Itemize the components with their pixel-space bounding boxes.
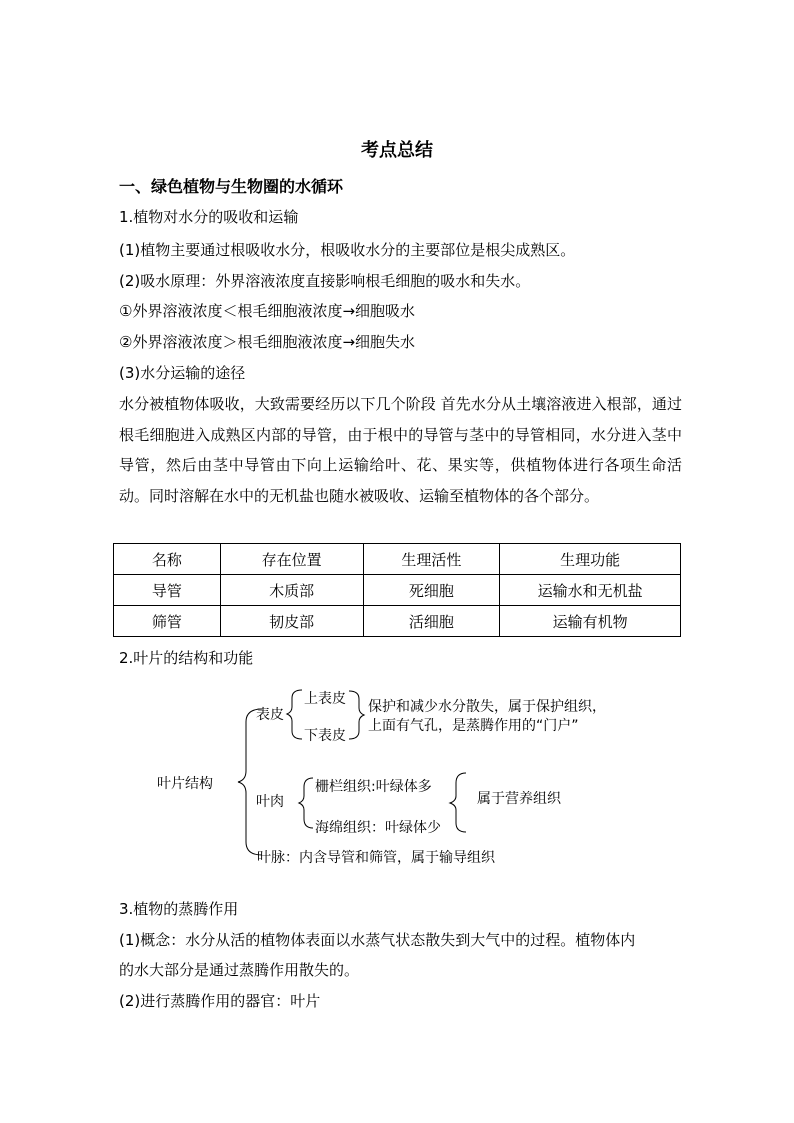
diagram-epidermis-desc-1: 保护和减少水分散失，属于保护组织， (368, 699, 606, 715)
subheading-2: 2.叶片的结构和功能 (119, 649, 254, 667)
table-header-cell: 生理活性 (363, 544, 500, 575)
paragraph-5: (3)水分运输的途径 (119, 364, 246, 382)
subheading-1: 1.植物对水分的吸收和运输 (119, 208, 299, 226)
diagram-lower-epidermis: 下表皮 (304, 728, 346, 744)
paragraph-2: (2)吸水原理：外界溶液浓度直接影响根毛细胞的吸水和失水。 (119, 272, 531, 290)
paragraph-1: (1)植物主要通过根吸收水分，根吸收水分的主要部位是根尖成熟区。 (119, 241, 576, 259)
diagram-palisade: 栅栏组织:叶绿体多 (315, 779, 432, 795)
table-header-cell: 生理功能 (500, 544, 681, 575)
table-cell: 筛管 (114, 606, 221, 637)
diagram-root-label: 叶片结构 (157, 776, 213, 792)
paragraph-3: ①外界溶液浓度＜根毛细胞液浓度→细胞吸水 (119, 302, 416, 320)
paragraph-6a: (1)概念：水分从活的植物体表面以水蒸气状态散失到大气中的过程。植物体内 (119, 931, 636, 949)
subheading-3: 3.植物的蒸腾作用 (119, 900, 239, 918)
page-title: 考点总结 (361, 140, 433, 161)
table-cell: 韧皮部 (220, 606, 363, 637)
section-heading: 一、绿色植物与生物圈的水循环 (119, 177, 344, 196)
table-header-cell: 存在位置 (220, 544, 363, 575)
diagram-epidermis-label: 表皮 (256, 707, 284, 723)
diagram-epidermis-desc-2: 上面有气孔，是蒸腾作用的“门户” (368, 718, 579, 734)
diagram-vein: 叶脉：内含导管和筛管，属于输导组织 (257, 850, 495, 866)
paragraph-4: ②外界溶液浓度＞根毛细胞液浓度→细胞失水 (119, 333, 416, 351)
diagram-spongy: 海绵组织：叶绿体少 (315, 820, 441, 836)
table-cell: 运输水和无机盐 (500, 575, 681, 606)
diagram-mesophyll-label: 叶肉 (256, 794, 284, 810)
table-cell: 运输有机物 (500, 606, 681, 637)
table-cell: 导管 (114, 575, 221, 606)
paragraph-6b: 的水大部分是通过蒸腾作用散失的。 (119, 961, 360, 979)
diagram-upper-epidermis: 上表皮 (304, 691, 346, 707)
table-header-cell: 名称 (114, 544, 221, 575)
diagram-nutrient-tissue: 属于营养组织 (477, 791, 561, 807)
paragraph-7: (2)进行蒸腾作用的器官：叶片 (119, 992, 321, 1010)
table-cell: 活细胞 (363, 606, 500, 637)
table-cell: 木质部 (220, 575, 363, 606)
transport-paragraph: 水分被植物体吸收，大致需要经历以下几个阶段 首先水分从土壤溶液进入根部，通过根毛细胞进入成熟区内部的导管，由于根中的导管与茎中的导管相同，水分进入茎中导管，然后由茎中导管由下向上运输给叶、花、果实等，供植物体进行各项生命活动。同时溶解在水中的无机盐也随水被吸收、运输至植物体的各个部分。 (119, 395, 682, 505)
table-cell: 死细胞 (363, 575, 500, 606)
